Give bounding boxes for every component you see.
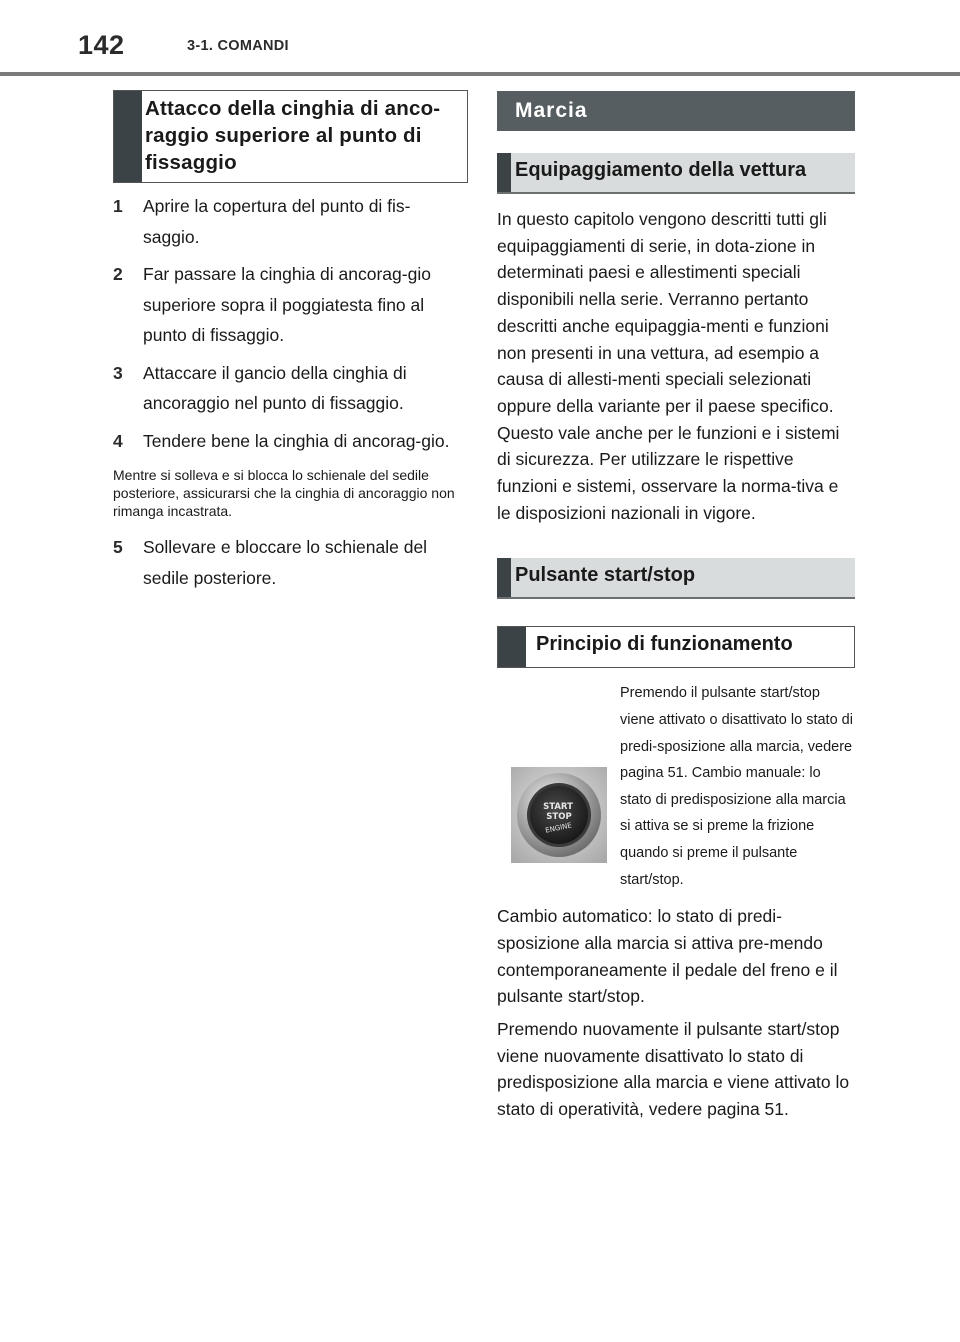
start-stop-button-image (511, 767, 607, 863)
section-title-band (497, 91, 855, 131)
equipment-heading (497, 153, 855, 194)
step-number: 2 (113, 264, 123, 284)
step-number: 3 (113, 362, 123, 383)
step-number: 4 (113, 430, 123, 451)
press-again-paragraph: Premendo nuovamente il pulsante start/stop viene nuovamente disattivato lo stato di predisposizione alla marcia e viene attivato lo stato di operatività, vedere pagina 51. (497, 1019, 850, 1120)
start-stop-figure-row (497, 680, 855, 893)
step-item (113, 191, 468, 252)
step-item (113, 426, 468, 457)
heading-bar (114, 91, 142, 182)
equipment-paragraph: In questo capitolo vengono descritti tutti gli equipaggiamenti di serie, in dota-zione in determinati paesi e allestimenti speciali disponibili nella serie. Verranno pertanto descritti anche equipaggia-menti e funzioni non presenti in una vettura, ad esempio a causa di allesti-menti speciali selezionati oppure della variante per il paese specifico. Questo vale anche per le funzioni e i sistemi di sicurezza. Per utilizzare le rispettive funzioni e sistemi, osservare la norma-tiva e le disposizioni nazionali in vigore. (497, 209, 840, 523)
principle-heading-text: Principio di funzionamento (536, 633, 793, 656)
step-text: Tendere bene la cinghia di ancorag-gio. (143, 430, 450, 451)
page-header (0, 0, 960, 76)
heading-bar (497, 153, 511, 192)
right-column (497, 91, 855, 1123)
step-number: 1 (113, 196, 123, 216)
step-text: Aprire la copertura del punto di fis-saggio. (143, 196, 411, 247)
anchor-strap-heading-text: Attacco della cinghia di anco-raggio superiore al punto di fissaggio (145, 97, 441, 174)
anchor-strap-heading (113, 90, 468, 183)
heading-bar (497, 558, 511, 597)
step-item (113, 259, 468, 351)
chapter-title: 3-1. COMANDI (187, 38, 289, 54)
button-heading-text: Pulsante start/stop (515, 564, 696, 587)
button-label-start: START (543, 802, 573, 813)
step-text: Attaccare il gancio della cinghia di ancoraggio nel punto di fissaggio. (143, 362, 407, 413)
equipment-heading-text: Equipaggiamento della vettura (515, 159, 807, 181)
header-rule (0, 72, 960, 76)
button-heading (497, 558, 855, 599)
button-label-stop: STOP (546, 812, 572, 823)
button-label-engine: ENGINE (544, 821, 573, 836)
heading-bar (498, 627, 526, 667)
note-text: Mentre si solleva e si blocca lo schienale del sedile posteriore, assicurarsi che la cinghia di ancoraggio non rimanga incastrata. (113, 467, 455, 519)
step-list (113, 191, 468, 456)
step-text: Far passare la cinghia di ancorag-gio superiore sopra il poggiatesta fino al punto di fissaggio. (143, 264, 431, 345)
step-number: 5 (113, 537, 123, 557)
figure-caption: Premendo il pulsante start/stop viene attivato o disattivato lo stato di predi-sposizione alla marcia, vedere pagina 51. Cambio manuale: lo stato di predisposizione alla marcia si attiva se si preme la frizione quando si preme il pulsante start/stop. (620, 685, 853, 888)
principle-heading (497, 626, 855, 668)
left-column (113, 90, 468, 600)
start-stop-button-icon (511, 767, 607, 863)
automatic-gearbox-paragraph: Cambio automatico: lo stato di predi-sposizione alla marcia si attiva pre-mendo contemporaneamente il pedale del freno e il pulsante start/stop. (497, 906, 838, 1007)
step-item (113, 532, 468, 593)
section-title: Marcia (515, 99, 588, 122)
page-number: 142 (78, 30, 125, 60)
step-item (113, 358, 468, 419)
step-text: Sollevare e bloccare lo schienale del sedile posteriore. (143, 537, 428, 588)
